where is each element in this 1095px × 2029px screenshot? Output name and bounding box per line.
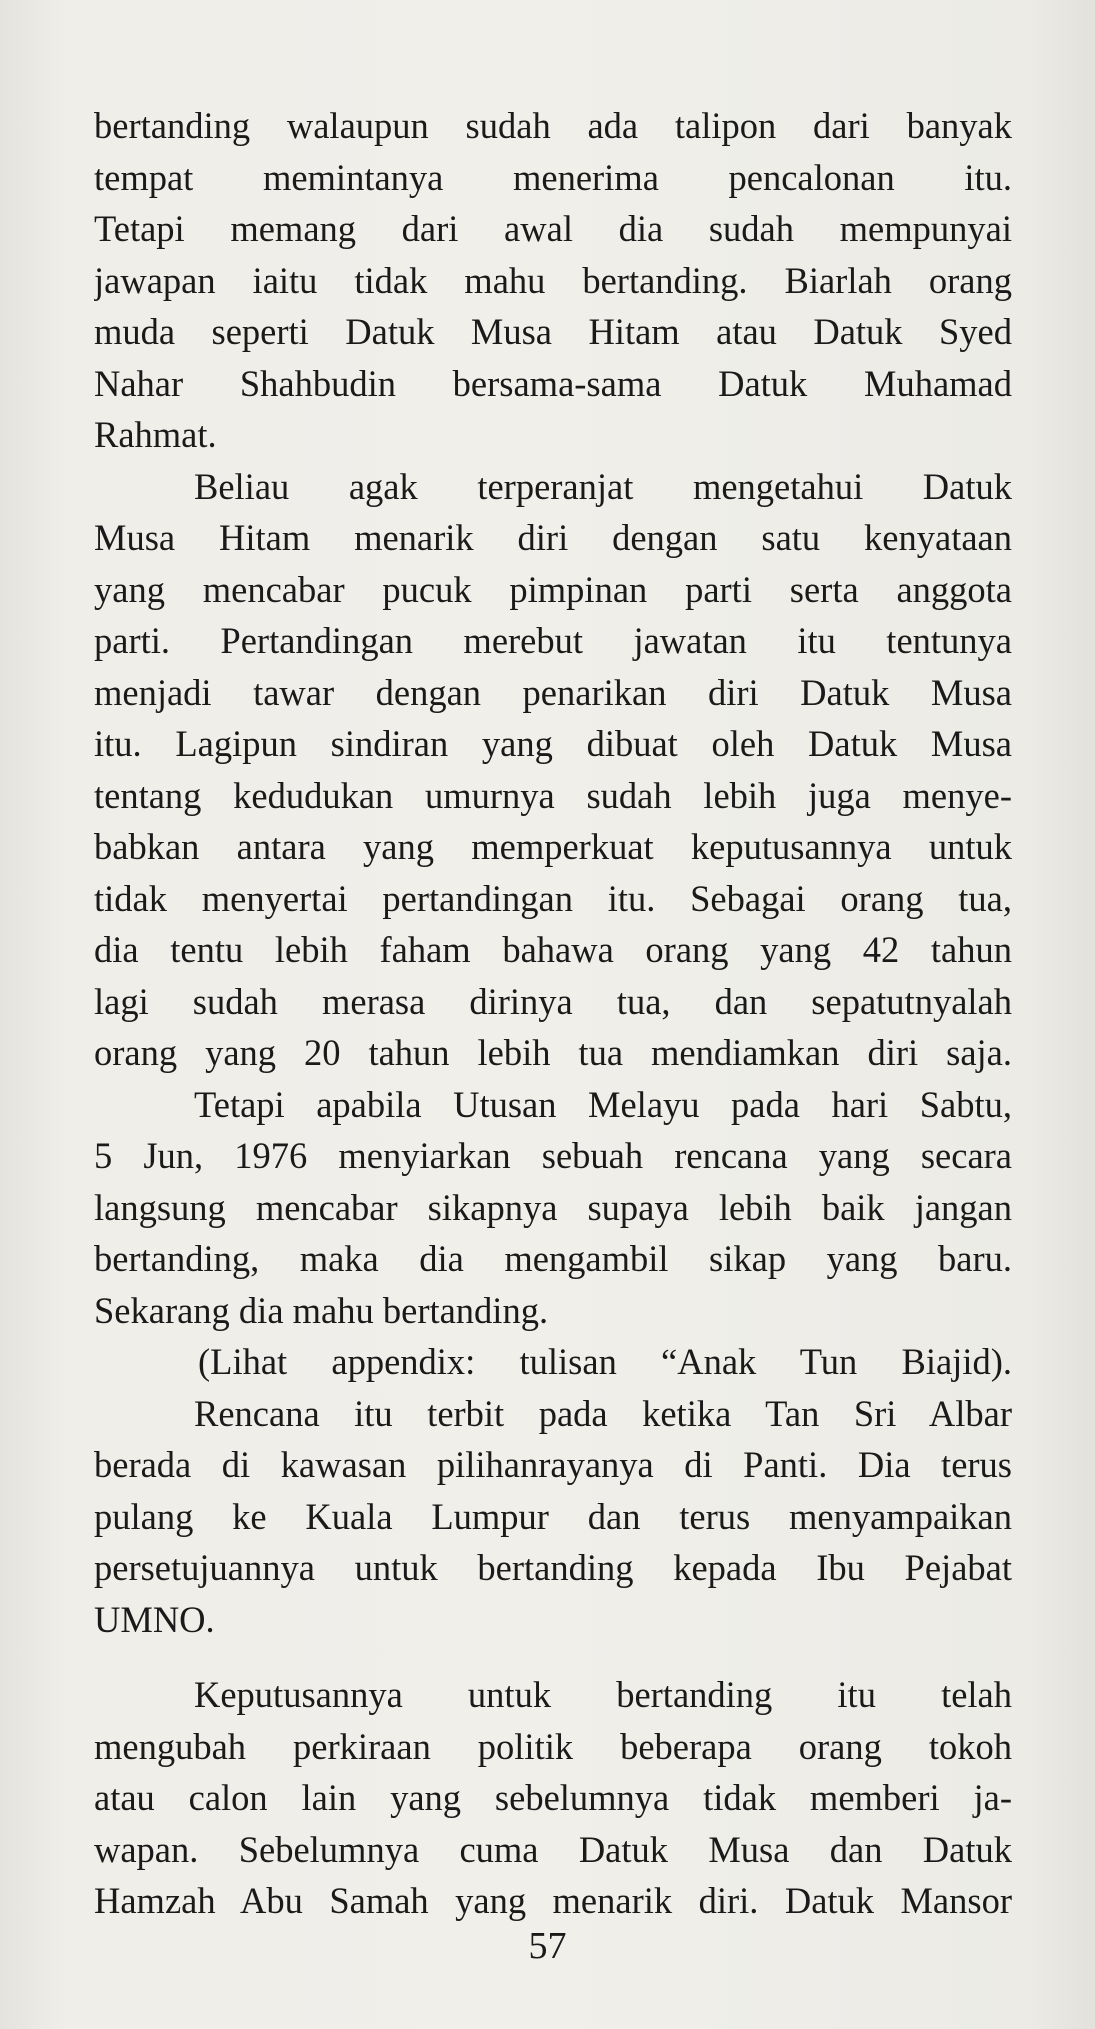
text-line: jawapan iaitu tidak mahu bertanding. Biarlah orang xyxy=(94,259,1012,301)
text-line: pulang ke Kuala Lumpur dan terus menyampaikan xyxy=(94,1495,1012,1537)
text-line: berada di kawasan pilihanrayanya di Panti. Dia terus xyxy=(94,1444,1012,1485)
text-line: mengubah perkiraan politik beberapa orang tokoh xyxy=(94,1725,1012,1767)
text-line: itu. Lagipun sindiran yang dibuat oleh Datuk Musa xyxy=(94,723,1012,764)
text-line: bertanding, maka dia mengambil sikap yang baru. xyxy=(94,1238,1012,1279)
paragraph-first-line: Tetapi apabila Utusan Melayu pada hari Sabtu, xyxy=(194,1083,1012,1125)
text-line: Musa Hitam menarik diri dengan satu kenyataan xyxy=(94,517,1012,558)
text-line: atau calon lain yang sebelumnya tidak memberi ja- xyxy=(94,1777,1012,1818)
paragraph-first-line: Keputusannya untuk bertanding itu telah xyxy=(194,1674,1012,1715)
text-line: lagi sudah merasa dirinya tua, dan sepatutnyalah xyxy=(94,980,1012,1022)
text-line: Nahar Shahbudin bersama-sama Datuk Muhamad xyxy=(94,362,1012,404)
text-line: yang mencabar pucuk pimpinan parti serta anggota xyxy=(94,568,1012,610)
text-line: bertanding walaupun sudah ada talipon dari banyak xyxy=(94,105,1012,146)
text-line: Tetapi memang dari awal dia sudah mempunyai xyxy=(94,208,1012,249)
paragraph-first-line: Rencana itu terbit pada ketika Tan Sri Albar xyxy=(194,1392,1012,1434)
text-line: UMNO. xyxy=(94,1598,215,1640)
text-line: 5 Jun, 1976 menyiarkan sebuah rencana yang secara xyxy=(94,1135,1012,1176)
text-line: wapan. Sebelumnya cuma Datuk Musa dan Datuk xyxy=(94,1828,1012,1870)
appendix-reference: (Lihat appendix: tulisan “Anak Tun Biajid). xyxy=(198,1341,1012,1382)
text-line: Sekarang dia mahu bertanding. xyxy=(94,1289,549,1331)
text-line: Hamzah Abu Samah yang menarik diri. Datuk Mansor xyxy=(94,1880,1012,1921)
body-text xyxy=(94,100,1012,1927)
text-line: tempat memintanya menerima pencalonan itu. xyxy=(94,156,1012,198)
text-line: dia tentu lebih faham bahawa orang yang 42 tahun xyxy=(94,929,1012,970)
text-line: tidak menyertai pertandingan itu. Sebagai orang tua, xyxy=(94,877,1012,919)
text-line: orang yang 20 tahun lebih tua mendiamkan diri saja. xyxy=(94,1032,1012,1073)
text-line: muda seperti Datuk Musa Hitam atau Datuk Syed xyxy=(94,311,1012,352)
text-line: tentang kedudukan umurnya sudah lebih juga menye- xyxy=(94,774,1012,816)
text-line: babkan antara yang memperkuat keputusannya untuk xyxy=(94,826,1012,867)
text-line: langsung mencabar sikapnya supaya lebih baik jangan xyxy=(94,1186,1012,1228)
text-line: persetujuannya untuk bertanding kepada Ibu Pejabat xyxy=(94,1547,1012,1588)
text-line: menjadi tawar dengan penarikan diri Datuk Musa xyxy=(94,671,1012,713)
text-line: parti. Pertandingan merebut jawatan itu tentunya xyxy=(94,620,1012,661)
page-number: 57 xyxy=(528,1925,567,1967)
text-line: Rahmat. xyxy=(94,414,217,455)
paragraph-first-line: Beliau agak terperanjat mengetahui Datuk xyxy=(194,465,1012,507)
paragraph-gap xyxy=(94,1645,1012,1669)
